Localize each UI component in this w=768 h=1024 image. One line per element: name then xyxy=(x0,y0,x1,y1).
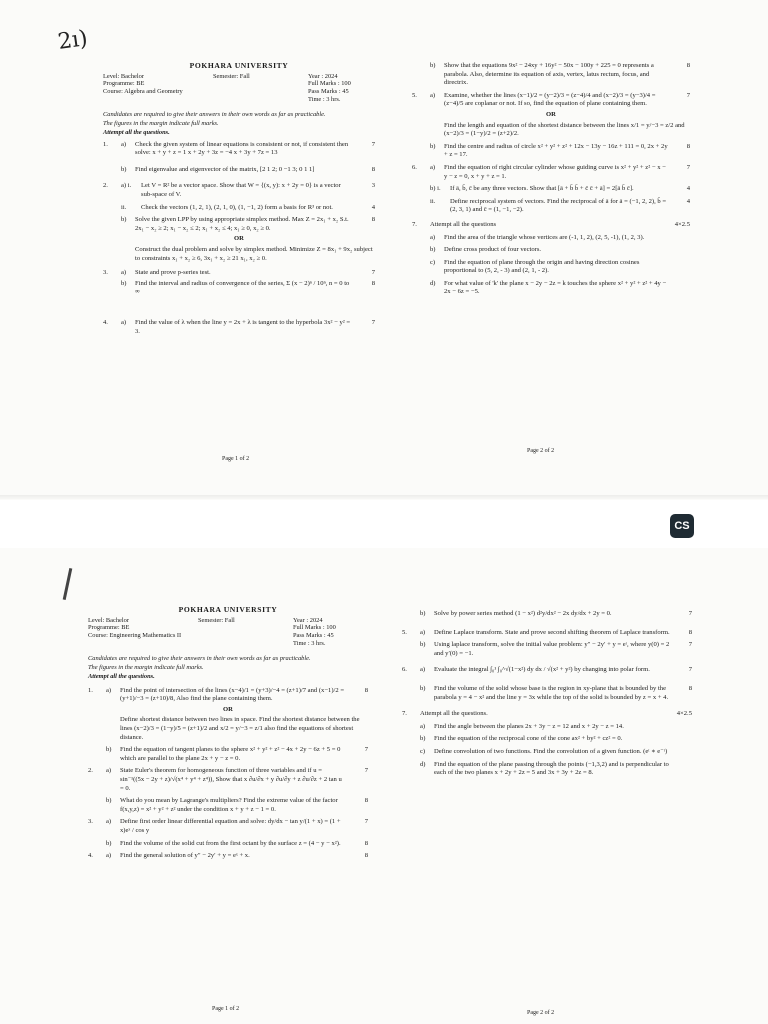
marks: 7 xyxy=(686,163,690,171)
instruction-attempt: Attempt all the questions. xyxy=(88,672,155,680)
level: Level: Bachelor xyxy=(88,616,129,624)
semester: Semester: Fall xyxy=(198,616,235,624)
page-2-column xyxy=(402,610,692,778)
question-4a: 4. a) Find the value of λ when the line y = 2x + λ is tangent to the hyperbola 3x² − y² = 3. 7 xyxy=(103,318,375,335)
question-6b: b) Find the volume of the solid whose base is the region in xy-plane that is bounded by the parabola y = 4 − x² and the line y = 3x while the top of the solid is bounded by z = x + 4. 8 xyxy=(420,684,692,701)
marks: 8 xyxy=(364,686,368,694)
question-3a: 3. a) Define first order linear differential equation and solve: dy/dx − tan y/(1 + x) = (1 + x)eˣ / cos y 7 xyxy=(88,818,368,834)
marks: 8 xyxy=(364,839,368,847)
instruction-own-words: Candidates are required to give their answers in their own words as far as practicable. xyxy=(88,654,311,662)
question-7a: a) Find the area of the triangle whose vertices are (-1, 1, 2), (2, 5, -1), (1, 2, 3). xyxy=(430,233,645,241)
marks: 8 xyxy=(688,684,692,692)
question-5a-or: Find the length and equation of the shortest distance between the lines x/1 = y/−3 = z/2 and (x−2)/3 = (1−y)/2 = (z+2)/2. xyxy=(444,121,685,138)
question-7d: d) Find the equation of the plane passing through the points (−1,3,2) and is perpendicular to each of the two planes x + 2y + 2z = 5 and 3x + 3y + 2z = 8. xyxy=(420,760,669,777)
question-3b: b) Find the interval and radius of convergence of the series, Σ (x − 2)ⁿ / 10ⁿ, n = 0 to ∞ 8 xyxy=(121,279,375,296)
marks: 8 xyxy=(688,628,692,636)
page-gap xyxy=(0,500,768,548)
question-6a: 6. a) Evaluate the integral ∫₀¹ ∫₀^√(1−x²) dy dx / √(x² + y²) by changing into polar form. 7 xyxy=(402,666,692,674)
page-number: Page 1 of 2 xyxy=(222,456,250,462)
question-2b: b) What do you mean by Lagrange's multipliers? Find the extreme value of the factor f(x,y,z) = x² + y² + z² under the condition x + y + z − 1 = 0. 8 xyxy=(106,797,368,813)
exam-sheet-algebra-geometry xyxy=(0,0,768,500)
question-7c: c) Define convolution of two functions. Find the convolution of a given function. (eᵗ ∗ e⁻ᵗ) xyxy=(420,747,668,755)
question-2a-ii: ii. Check the vectors (1, 2, 1), (2, 1, 0), (1, −1, 2) form a basis for R³ or not. 4 xyxy=(121,203,375,211)
marks: 7 xyxy=(371,269,375,277)
question-6a: 6. a) Find the equation of right circular cylinder whose guiding curve is x² + y² + z² − x − y − z = 0, x + y + z = 1. 7 xyxy=(412,163,690,180)
marks: 7 xyxy=(688,666,692,674)
year: Year : 2024 xyxy=(293,616,323,624)
marks: 8 xyxy=(686,62,690,69)
question-3a: 3. a) State and prove p-series test. 7 xyxy=(103,269,375,277)
question-7c: c) Find the equation of plane through the origin and having direction cosines proportional to (5, 2, - 3) and (2, 1, - 2). xyxy=(430,258,640,275)
or-separator: OR xyxy=(223,705,233,713)
question-5a: 5. a) Examine, whether the lines (x−1)/2 = (y−2)/3 = (z−4)/4 and (x−2)/3 = (y−3)/4 = (z−4)/5 are coplanar or not. If so, find the equation of plane containing them. 7 xyxy=(412,91,690,108)
question-7a: a) Find the angle between the planes 2x + 3y − z = 12 and x + 2y − z = 14. xyxy=(420,722,624,730)
question-5b: b) Using laplace transform, solve the initial value problem: y″ − 2y′ + y = eᵗ, where y(0) = 2 and y′(0) = −1. 7 xyxy=(420,641,692,657)
programme: Programme: BE xyxy=(103,80,145,88)
question-7: 7. Attempt all the questions 4×2.5 xyxy=(412,220,690,228)
page-2-column xyxy=(412,62,690,297)
marks: 8 xyxy=(371,216,375,224)
instructions xyxy=(88,655,368,681)
instruction-marks: The figures in the margin indicate full marks. xyxy=(103,119,219,127)
marks: 8 xyxy=(371,165,375,173)
question-2a-i: 2. a) i. Let V = R² be a vector space. Show that W = {(x, y): x + 2y = 0} is a vector sub-space of V. 3 xyxy=(103,182,375,198)
pass-marks: Pass Marks : 45 xyxy=(293,632,334,640)
marks: 8 xyxy=(364,797,368,805)
marks: 3 xyxy=(371,182,375,190)
university-title: POKHARA UNIVERSITY xyxy=(189,61,289,70)
pass-marks: Pass Marks : 45 xyxy=(308,88,349,96)
page-1-column xyxy=(88,606,368,861)
marks: 8 xyxy=(371,279,375,287)
question-3b: b) Find the volume of the solid cut from the first octant by the surface z = (4 − y − x²). 8 xyxy=(106,839,368,847)
question-6b-ii: ii. Define reciprocal system of vectors. Find the reciprocal of ā for ā = (−1, 2, 2), b̄ = (2, 3, 1) and c̄ = (1, −1, −2). 4 xyxy=(430,197,690,214)
page-number: Page 2 of 2 xyxy=(527,448,555,454)
semester: Semester: Fall xyxy=(213,72,250,80)
question-2b: b) Solve the given LPP by using appropriate simplex method. Max Z = 2x₁ + x₂ S.t. 2x₁ − x₂ ≥ 2; x₁ − x₂ ≤ 2; x₁ + x₂ ≤ 4; x₁ ≥ 0, x₂ ≥ 0. 8 xyxy=(121,216,375,232)
marks: 7 xyxy=(364,767,368,775)
marks: 4×2.5 xyxy=(676,710,692,718)
question-1a: 1. a) Find the point of intersection of the lines (x−4)/1 = (y+3)/−4 = (z+1)/7 and (x−1)/2 = (y+1)/−3 = (z+10)/8, Also find the plane containing them. 8 xyxy=(88,686,368,703)
instruction-attempt: Attempt all the questions. xyxy=(103,128,170,136)
handwritten-mark: 2ı) xyxy=(56,26,90,55)
question-4a: 4. a) Find the general solution of y″ − 2y′ + y = eˣ + x. 8 xyxy=(88,852,368,860)
question-1a-or: Define shortest distance between two lines in space. Find the shortest distance between the lines (x−2)/3 = (1−y)/5 = (z+1)/2 and x/2 = y/−3 = z/1 also find the equations of shortest distance. xyxy=(120,716,360,741)
programme: Programme: BE xyxy=(88,624,130,632)
scan-edge xyxy=(0,495,768,499)
marks: 4×2.5 xyxy=(674,220,690,228)
question-7d: d) For what value of 'k' the plane x − 2y − 2z = k touches the sphere x² + y² + z² + 4y − 2x − 6z = −5. xyxy=(430,279,667,296)
or-separator: OR xyxy=(234,235,244,243)
time: Time : 3 hrs. xyxy=(293,639,326,647)
year: Year : 2024 xyxy=(308,72,338,80)
exam-sheet-engineering-math-ii xyxy=(0,548,768,1024)
camscanner-logo: CS xyxy=(670,514,694,538)
question-1a: 1. a) Check the given system of linear equations is consistent or not, if consistent then solve: x + y + z = 1 x + 2y + 3z = −4 x + 3y + 7z = 13 7 xyxy=(103,140,375,157)
full-marks: Full Marks : 100 xyxy=(293,624,336,632)
instruction-own-words: Candidates are required to give their answers in their own words as far as practicable. xyxy=(103,110,326,118)
question-5b: b) Find the centre and radius of circle x² + y² + z² + 12x − 13y − 16z + 111 = 0, 2x + 2y + z = 17. 8 xyxy=(430,142,690,159)
course: Course: Algebra and Geometry xyxy=(103,88,183,96)
page-1-column xyxy=(103,62,375,336)
exam-meta xyxy=(88,617,368,651)
question-4b: b) Solve by power series method (1 − x²) d²y/dx² − 2x dy/dx + 2y = 0. 7 xyxy=(420,610,692,617)
marks: 7 xyxy=(371,140,375,148)
question-1b: b) Find eigenvalue and eigenvector of the matrix, [2 1 2; 0 −1 3; 0 1 1] 8 xyxy=(121,165,375,173)
question-7b: b) Find the equation of the reciprocal cone of the cone ax² + by² + cz² = 0. xyxy=(420,735,623,743)
or-separator: OR xyxy=(546,110,556,118)
marks: 7 xyxy=(686,91,690,99)
instructions xyxy=(103,111,375,137)
marks: 7 xyxy=(688,610,692,617)
question-7: 7. Attempt all the questions. 4×2.5 xyxy=(402,710,692,718)
marks: 7 xyxy=(364,818,368,826)
marks: 7 xyxy=(364,746,368,754)
marks: 4 xyxy=(371,203,375,211)
instruction-marks: The figures in the margin indicate full marks. xyxy=(88,663,204,671)
exam-meta xyxy=(103,73,375,107)
marks: 8 xyxy=(686,142,690,150)
level: Level: Bachelor xyxy=(103,72,144,80)
page-number: Page 1 of 2 xyxy=(212,1006,240,1012)
question-7b: b) Define cross product of four vectors. xyxy=(430,246,542,254)
question-2a: 2. a) State Euler's theorem for homogeneous function of three variables and if u = sin⁻¹((5x − 2y + z)/√(x⁴ + y⁴ + z⁴)), Show that x ∂u/∂x + y ∂u/∂y + z ∂u/∂z + 2 tan u = 0. 7 xyxy=(88,767,368,792)
full-marks: Full Marks : 100 xyxy=(308,80,351,88)
marks: 4 xyxy=(686,197,690,205)
course: Course: Engineering Mathematics II xyxy=(88,632,182,640)
page-number: Page 2 of 2 xyxy=(527,1010,555,1016)
question-4b: b) Show that the equations 9x² − 24xy + 16y² − 50x − 100y + 225 = 0 represents a parabola. Also, determine its equation of axis, vertex, latus rectum, focus, and directrix. 8 xyxy=(430,62,690,87)
question-1b: b) Find the equation of tangent planes to the sphere x² + y² + z² − 4x + 2y − 6z + 5 = 0 which are parallel to the plane 2x + y − z = 0. 7 xyxy=(106,746,368,762)
marks: 8 xyxy=(364,852,368,860)
marks: 7 xyxy=(371,318,375,326)
marks: 7 xyxy=(688,641,692,649)
question-6b-i: b) i. If ā, b̄, c̄ be any three vectors. Show that [ā + b̄ b̄ + c̄ c̄ + ā] = 2[ā b̄ c̄]. 4 xyxy=(430,185,690,193)
time: Time : 3 hrs. xyxy=(308,95,341,103)
marks: 4 xyxy=(686,185,690,193)
question-5a: 5. a) Define Laplace transform. State and prove second shifting theorem of Laplace transform. 8 xyxy=(402,628,692,636)
university-title: POKHARA UNIVERSITY xyxy=(178,605,278,614)
question-2b-or: Construct the dual problem and solve by simplex method. Minimize Z = 8x₁ + 9x₂ subject to constraints x₁ + x₂ ≥ 6, 3x₁ + x₂ ≥ 21 x₁, x₂ ≥ 0. xyxy=(135,245,373,262)
